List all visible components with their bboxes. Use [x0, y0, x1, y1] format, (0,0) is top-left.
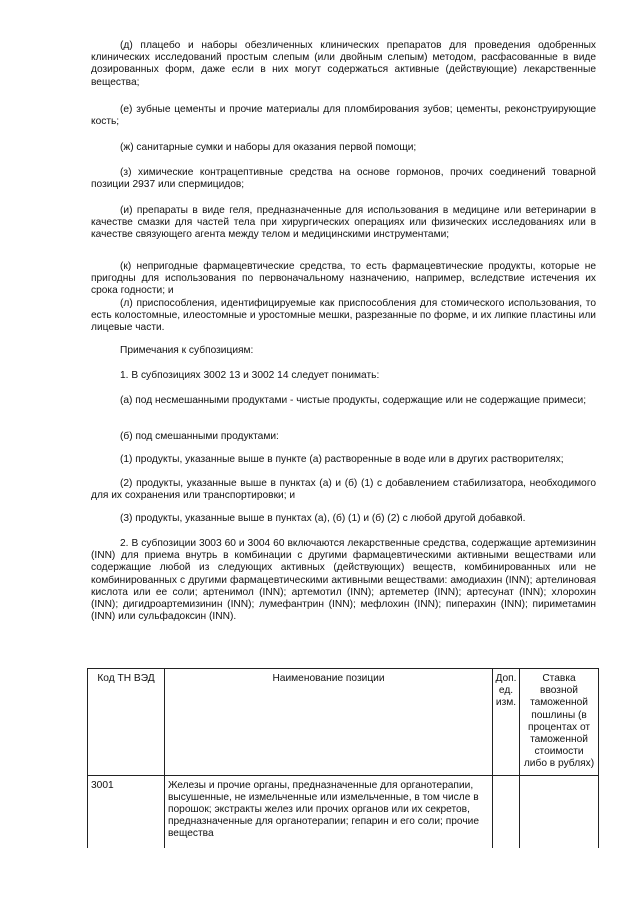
note-1-a: (а) под несмешанными продуктами - чистые продукты, содержащие или не содержащие примеси;	[120, 395, 587, 406]
cell-unit	[493, 775, 520, 848]
cell-name: Железы и прочие органы, предназначенные для органотерапии, высушенные, не измельченные или измельченные, в том числе в порошок; экстракты желез или прочих органов или их секретов, предназначенные для органотерапии; гепарин и его соли; прочие вещества	[165, 775, 493, 848]
note-1-b: (б) под смешанными продуктами:	[120, 431, 279, 442]
paragraph-l: (л) приспособления, идентифицируемые как приспособления для стомического использования, то есть колостомные, илеостомные и уростомные мешки, разрезанные по форме, и их липкие пластины или лицевые части.	[91, 298, 596, 334]
cell-code: 3001	[88, 775, 165, 848]
header-rate: Ставка ввозной таможенной пошлины (в процентах от таможенной стоимости либо в рублях)	[520, 669, 599, 776]
header-unit: Доп. ед. изм.	[493, 669, 520, 776]
cell-rate	[520, 775, 599, 848]
note-2: 2. В субпозиции 3003 60 и 3004 60 включаются лекарственные средства, содержащие артемизинин (INN) для приема внутрь в комбинации с другими фармацевтическими активными веществами или содержащие любой из следующих активных (действующих) веществ, комбинированных или не комбинированных с другими фармацевтическими активными веществами: амодиахин (INN); артелиновая кислота или ее соли; артенимол (INN); артемотил (INN); артеметер (INN); артесунат (INN); хлорохин (INN); дигидроартемизинин (INN); лумефантрин (INN); мефлохин (INN); пиперахин (INN); пириметамин (INN) или сульфадоксин (INN).	[91, 538, 596, 623]
paragraph-i: (и) препараты в виде геля, предназначенные для использования в медицине или ветеринарии в качестве смазки для частей тела при хирургических операциях или физических исследованиях или в качестве связующего агента между телом и медицинскими инструментами;	[91, 205, 596, 241]
header-code: Код ТН ВЭД	[88, 669, 165, 776]
tariff-table	[87, 668, 599, 848]
note-1: 1. В субпозициях 3002 13 и 3002 14 следует понимать:	[120, 370, 380, 381]
paragraph-z: (з) химические контрацептивные средства на основе гормонов, прочих соединений товарной позиции 2937 или спермицидов;	[91, 167, 596, 191]
paragraph-d: (д) плацебо и наборы обезличенных клинических препаратов для проведения одобренных клинических исследований простым слепым (или двойным слепым) методом, расфасованные в виде дозированных форм, даже если в них могут содержаться активные (действующие) лекарственные вещества;	[91, 40, 596, 88]
header-name: Наименование позиции	[165, 669, 493, 776]
table-header-row	[88, 669, 599, 776]
note-1-b-1: (1) продукты, указанные выше в пункте (а) растворенные в воде или в других растворителях;	[120, 454, 564, 465]
note-1-b-2: (2) продукты, указанные выше в пунктах (а) и (б) (1) с добавлением стабилизатора, необходимого для их сохранения или транспортировки; и	[91, 478, 596, 502]
table-row	[88, 775, 599, 848]
paragraph-zh: (ж) санитарные сумки и наборы для оказания первой помощи;	[120, 142, 417, 153]
paragraph-k: (к) непригодные фармацевтические средства, то есть фармацевтические продукты, которые не пригодны для использования по первоначальному назначению, например, вследствие истечения их срока годности; и	[91, 261, 596, 297]
notes-heading: Примечания к субпозициям:	[120, 345, 254, 356]
paragraph-e: (е) зубные цементы и прочие материалы для пломбирования зубов; цементы, реконструирующие кость;	[91, 104, 596, 128]
note-1-b-3: (3) продукты, указанные выше в пунктах (а), (б) (1) и (б) (2) с любой другой добавкой.	[120, 513, 526, 524]
